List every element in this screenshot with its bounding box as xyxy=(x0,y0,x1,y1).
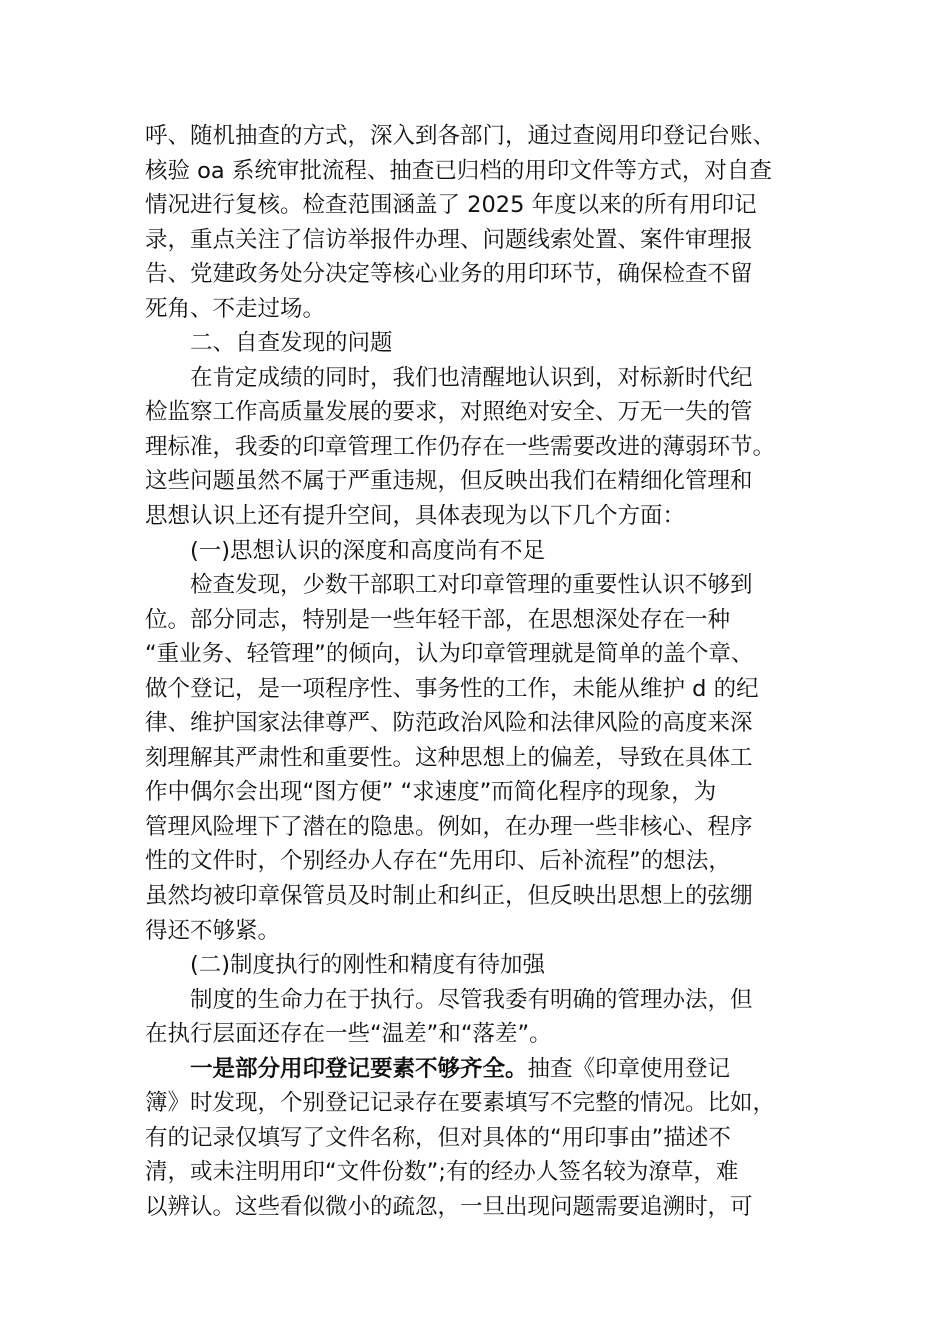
text-line: “重业务、轻管理”的倾向，认为印章管理就是简单的盖个章、 xyxy=(145,641,754,668)
subsection-heading: (二)制度执行的刚性和精度有待加强 xyxy=(190,952,546,979)
bold-lead-text: 一是部分用印登记要素不够齐全。 xyxy=(190,1055,528,1082)
text-line: 告、党建政务处分决定等核心业务的用印环节，确保检查不留 xyxy=(145,261,753,288)
text-line: 思想认识上还有提升空间，具体表现为以下几个方面： xyxy=(145,503,686,530)
text-line: 在执行层面还存在一些“温差”和“落差”。 xyxy=(145,1021,552,1048)
text-line: 呼、随机抽查的方式，深入到各部门，通过查阅用印登记台账、 xyxy=(145,123,776,149)
lead-continuation-text: 抽查《印章使用登记 xyxy=(527,1055,731,1082)
text-line: 管理风险埋下了潜在的隐患。例如，在办理一些非核心、程序 xyxy=(145,813,753,840)
text-line: 刻理解其严肃性和重要性。这种思想上的偏差，导致在具体工 xyxy=(145,744,753,771)
text-line: 这些问题虽然不属于严重违规，但反映出我们在精细化管理和 xyxy=(145,468,753,495)
text-line: 做个登记，是一项程序性、事务性的工作，未能从维护 d 的纪 xyxy=(145,675,759,702)
text-line: 性的文件时，个别经办人存在“先用印、后补流程”的想法， xyxy=(145,848,731,875)
text-line: 检监察工作高质量发展的要求，对照绝对安全、万无一失的管 xyxy=(145,399,753,426)
subsection-heading: (一)思想认识的深度和高度尚有不足 xyxy=(190,537,546,564)
text-line: 簿》时发现，个别登记记录存在要素填写不完整的情况。比如， xyxy=(145,1090,776,1117)
text-line: 以辨认。这些看似微小的疏忽，一旦出现问题需要追溯时，可 xyxy=(145,1193,753,1220)
text-line: 得还不够紧。 xyxy=(145,917,281,944)
paragraph-start: 制度的生命力在于执行。尽管我委有明确的管理办法，但 xyxy=(190,986,753,1013)
text-line: 虽然均被印章保管员及时制止和纠正，但反映出思想上的弦绷 xyxy=(145,883,753,910)
paragraph-start: 在肯定成绩的同时，我们也清醒地认识到，对标新时代纪 xyxy=(190,364,753,391)
text-line: 录，重点关注了信访举报件办理、问题线索处置、案件审理报 xyxy=(145,226,753,253)
text-line: 清，或未注明用印“文件份数”;有的经办人签名较为潦草，难 xyxy=(145,1159,739,1186)
text-line: 位。部分同志，特别是一些年轻干部，在思想深处存在一种 xyxy=(145,606,731,633)
text-line: 有的记录仅填写了文件名称，但对具体的“用印事由”描述不 xyxy=(145,1124,731,1151)
section-heading: 二、自查发现的问题 xyxy=(190,330,393,357)
text-line: 理标准，我委的印章管理工作仍存在一些需要改进的薄弱环节。 xyxy=(145,433,776,460)
bold-lead-line xyxy=(145,1052,815,1087)
text-line: 作中偶尔会出现“图方便” “求速度”而简化程序的现象，为 xyxy=(145,779,717,806)
text-line: 死角、不走过场。 xyxy=(145,295,326,322)
paragraph-start: 检查发现，少数干部职工对印章管理的重要性认识不够到 xyxy=(190,572,753,599)
document-body xyxy=(145,119,815,1225)
text-line: 律、维护国家法律尊严、防范政治风险和法律风险的高度来深 xyxy=(145,710,753,737)
text-line: 核验 oa 系统审批流程、抽查已归档的用印文件等方式，对自查 xyxy=(145,157,772,184)
text-line: 情况进行复核。检查范围涵盖了 2025 年度以来的所有用印记 xyxy=(145,192,757,219)
